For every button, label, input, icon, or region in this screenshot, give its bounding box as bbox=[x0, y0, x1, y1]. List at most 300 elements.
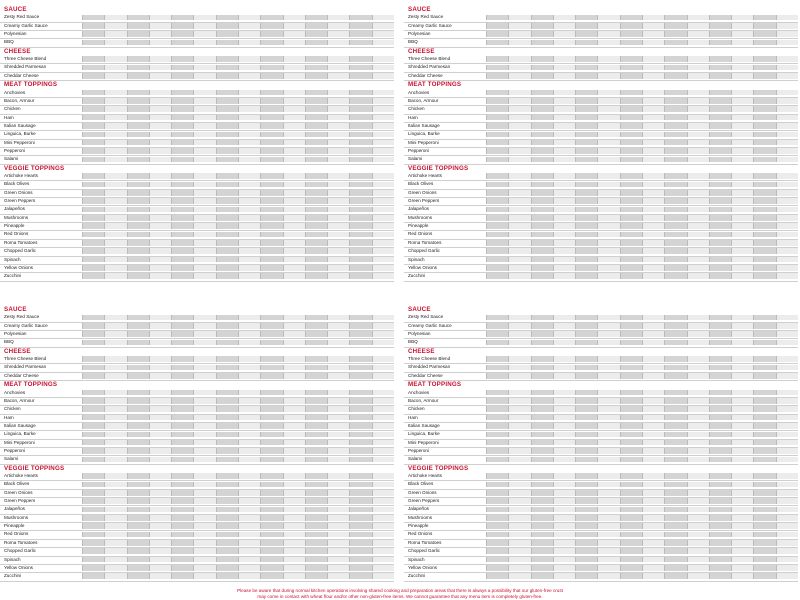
table-row bbox=[0, 557, 394, 563]
nutrition-cell bbox=[216, 65, 238, 71]
nutrition-cell bbox=[260, 390, 282, 396]
nutrition-cell bbox=[753, 573, 775, 579]
nutrition-cell bbox=[776, 540, 798, 546]
nutrition-cell bbox=[531, 440, 553, 446]
nutrition-cell bbox=[216, 415, 238, 421]
nutrition-cell bbox=[508, 331, 530, 337]
ingredient-name: Ham bbox=[408, 114, 418, 120]
nutrition-cell bbox=[238, 31, 260, 37]
nutrition-cell bbox=[305, 232, 327, 238]
nutrition-cell bbox=[305, 548, 327, 554]
nutrition-cell bbox=[104, 406, 126, 412]
nutrition-cell bbox=[305, 515, 327, 521]
nutrition-cell bbox=[575, 198, 597, 204]
table-row bbox=[0, 565, 394, 571]
nutrition-cell bbox=[349, 498, 371, 504]
nutrition-cell bbox=[575, 148, 597, 154]
nutrition-cell bbox=[508, 365, 530, 371]
nutrition-cell bbox=[575, 223, 597, 229]
nutrition-cell bbox=[486, 373, 508, 379]
row-divider bbox=[0, 47, 394, 48]
nutrition-cell bbox=[531, 365, 553, 371]
nutrition-cell bbox=[260, 106, 282, 112]
nutrition-cell bbox=[486, 523, 508, 529]
nutrition-cell bbox=[553, 65, 575, 71]
nutrition-cell bbox=[575, 106, 597, 112]
nutrition-cell bbox=[127, 373, 149, 379]
nutrition-cell bbox=[349, 215, 371, 221]
nutrition-cell bbox=[349, 273, 371, 279]
nutrition-cell bbox=[731, 406, 753, 412]
nutrition-cell bbox=[305, 190, 327, 196]
nutrition-cell bbox=[372, 215, 394, 221]
nutrition-cell bbox=[283, 373, 305, 379]
nutrition-cell bbox=[327, 106, 349, 112]
allergen-table-bottom-right bbox=[404, 302, 798, 584]
nutrition-cell bbox=[508, 565, 530, 571]
nutrition-cell bbox=[664, 406, 686, 412]
nutrition-cell bbox=[193, 415, 215, 421]
nutrition-cell bbox=[305, 65, 327, 71]
nutrition-cell bbox=[731, 482, 753, 488]
nutrition-cell bbox=[305, 40, 327, 46]
nutrition-cell bbox=[731, 440, 753, 446]
table-row bbox=[0, 223, 394, 229]
nutrition-cells bbox=[82, 398, 394, 404]
nutrition-cell bbox=[486, 123, 508, 129]
nutrition-cell bbox=[687, 482, 709, 488]
nutrition-cell bbox=[731, 248, 753, 254]
nutrition-cell bbox=[82, 157, 104, 163]
nutrition-cell bbox=[620, 223, 642, 229]
nutrition-cell bbox=[149, 115, 171, 121]
nutrition-cell bbox=[127, 240, 149, 246]
nutrition-cell bbox=[687, 432, 709, 438]
nutrition-cell bbox=[753, 248, 775, 254]
nutrition-cell bbox=[127, 457, 149, 463]
nutrition-cell bbox=[753, 432, 775, 438]
nutrition-cell bbox=[664, 140, 686, 146]
nutrition-cell bbox=[127, 65, 149, 71]
nutrition-cell bbox=[531, 207, 553, 213]
table-row bbox=[0, 106, 394, 112]
nutrition-cell bbox=[104, 106, 126, 112]
table-row bbox=[0, 140, 394, 146]
nutrition-cell bbox=[171, 482, 193, 488]
nutrition-cell bbox=[642, 340, 664, 346]
nutrition-cell bbox=[664, 515, 686, 521]
ingredient-name: Roma Tomatoes bbox=[408, 539, 442, 545]
nutrition-cell bbox=[709, 65, 731, 71]
nutrition-cells bbox=[82, 190, 394, 196]
nutrition-cell bbox=[486, 323, 508, 329]
nutrition-cell bbox=[82, 240, 104, 246]
nutrition-cell bbox=[508, 398, 530, 404]
nutrition-cell bbox=[327, 423, 349, 429]
nutrition-cell bbox=[193, 406, 215, 412]
nutrition-cell bbox=[553, 273, 575, 279]
nutrition-cell bbox=[149, 415, 171, 421]
ingredient-name: Spinach bbox=[4, 556, 21, 562]
nutrition-cell bbox=[531, 523, 553, 529]
nutrition-cell bbox=[642, 540, 664, 546]
nutrition-cell bbox=[664, 415, 686, 421]
ingredient-name: Anchovies bbox=[4, 89, 26, 95]
nutrition-cell bbox=[597, 232, 619, 238]
ingredient-name: Shredded Parmesan bbox=[408, 64, 451, 70]
nutrition-cell bbox=[149, 23, 171, 29]
nutrition-cell bbox=[349, 56, 371, 62]
nutrition-cell bbox=[238, 90, 260, 96]
nutrition-cell bbox=[193, 523, 215, 529]
nutrition-cell bbox=[193, 273, 215, 279]
nutrition-cell bbox=[327, 132, 349, 138]
nutrition-cell bbox=[486, 207, 508, 213]
nutrition-cell bbox=[597, 573, 619, 579]
nutrition-cell bbox=[687, 90, 709, 96]
nutrition-cell bbox=[104, 90, 126, 96]
nutrition-cell bbox=[709, 140, 731, 146]
nutrition-cell bbox=[104, 15, 126, 21]
nutrition-cell bbox=[642, 123, 664, 129]
table-row bbox=[0, 331, 394, 337]
nutrition-cells bbox=[486, 515, 798, 521]
nutrition-cell bbox=[753, 498, 775, 504]
nutrition-cell bbox=[238, 365, 260, 371]
nutrition-cell bbox=[372, 190, 394, 196]
nutrition-cell bbox=[171, 331, 193, 337]
nutrition-cell bbox=[305, 365, 327, 371]
nutrition-cell bbox=[486, 257, 508, 263]
nutrition-cell bbox=[508, 573, 530, 579]
nutrition-cell bbox=[171, 90, 193, 96]
nutrition-cell bbox=[731, 557, 753, 563]
nutrition-cells bbox=[486, 173, 798, 179]
nutrition-cell bbox=[283, 198, 305, 204]
table-row bbox=[0, 265, 394, 271]
table-row bbox=[404, 73, 798, 79]
nutrition-cell bbox=[642, 173, 664, 179]
nutrition-cell bbox=[642, 132, 664, 138]
nutrition-cell bbox=[753, 565, 775, 571]
nutrition-cell bbox=[349, 515, 371, 521]
nutrition-cell bbox=[327, 457, 349, 463]
nutrition-cell bbox=[305, 157, 327, 163]
nutrition-cell bbox=[642, 65, 664, 71]
nutrition-cell bbox=[709, 98, 731, 104]
nutrition-cell bbox=[508, 73, 530, 79]
ingredient-name: Cheddar Cheese bbox=[408, 72, 443, 78]
nutrition-cell bbox=[283, 257, 305, 263]
nutrition-cell bbox=[553, 423, 575, 429]
nutrition-cell bbox=[664, 398, 686, 404]
nutrition-cell bbox=[372, 515, 394, 521]
nutrition-cells bbox=[486, 98, 798, 104]
nutrition-cell bbox=[709, 173, 731, 179]
nutrition-cell bbox=[531, 340, 553, 346]
nutrition-cell bbox=[531, 265, 553, 271]
nutrition-cells bbox=[486, 39, 798, 45]
nutrition-cell bbox=[149, 548, 171, 554]
ingredient-name: Anchovies bbox=[408, 89, 430, 95]
nutrition-cell bbox=[731, 265, 753, 271]
nutrition-cell bbox=[349, 190, 371, 196]
nutrition-cell bbox=[709, 423, 731, 429]
nutrition-cell bbox=[372, 115, 394, 121]
nutrition-cell bbox=[260, 190, 282, 196]
nutrition-cells bbox=[82, 473, 394, 479]
nutrition-cell bbox=[486, 440, 508, 446]
nutrition-cell bbox=[731, 515, 753, 521]
nutrition-cell bbox=[104, 365, 126, 371]
nutrition-cell bbox=[486, 490, 508, 496]
nutrition-cell bbox=[327, 390, 349, 396]
nutrition-cell bbox=[731, 148, 753, 154]
nutrition-cell bbox=[327, 23, 349, 29]
nutrition-cell bbox=[486, 148, 508, 154]
ingredient-name: BBQ bbox=[408, 39, 418, 45]
nutrition-cell bbox=[216, 248, 238, 254]
table-row bbox=[404, 123, 798, 129]
nutrition-cells bbox=[486, 356, 798, 362]
nutrition-cell bbox=[193, 15, 215, 21]
nutrition-cell bbox=[283, 273, 305, 279]
nutrition-cell bbox=[349, 15, 371, 21]
nutrition-cell bbox=[620, 340, 642, 346]
nutrition-cell bbox=[193, 31, 215, 37]
nutrition-cell bbox=[238, 15, 260, 21]
table-row bbox=[404, 398, 798, 404]
nutrition-cell bbox=[149, 432, 171, 438]
nutrition-cell bbox=[260, 398, 282, 404]
nutrition-cells bbox=[82, 515, 394, 521]
nutrition-cell bbox=[620, 515, 642, 521]
ingredient-name: Mini Pepperoni bbox=[4, 439, 35, 445]
ingredient-name: Jalapeños bbox=[408, 506, 429, 512]
nutrition-cell bbox=[620, 507, 642, 513]
nutrition-cell bbox=[260, 240, 282, 246]
nutrition-cells bbox=[486, 373, 798, 379]
nutrition-cell bbox=[575, 390, 597, 396]
table-row bbox=[0, 14, 394, 20]
nutrition-cell bbox=[82, 73, 104, 79]
nutrition-cell bbox=[305, 90, 327, 96]
nutrition-cell bbox=[664, 273, 686, 279]
nutrition-cell bbox=[664, 565, 686, 571]
table-row bbox=[404, 156, 798, 162]
nutrition-cell bbox=[776, 448, 798, 454]
nutrition-cell bbox=[216, 390, 238, 396]
nutrition-cell bbox=[687, 248, 709, 254]
table-row bbox=[404, 490, 798, 496]
nutrition-cell bbox=[664, 23, 686, 29]
nutrition-cell bbox=[575, 40, 597, 46]
nutrition-cell bbox=[349, 440, 371, 446]
nutrition-cell bbox=[709, 73, 731, 79]
nutrition-cell bbox=[305, 240, 327, 246]
section-heading: MEAT TOPPINGS bbox=[4, 81, 58, 89]
nutrition-cell bbox=[372, 56, 394, 62]
nutrition-cell bbox=[171, 190, 193, 196]
nutrition-cell bbox=[149, 557, 171, 563]
nutrition-cell bbox=[305, 148, 327, 154]
nutrition-cell bbox=[216, 207, 238, 213]
nutrition-cell bbox=[193, 565, 215, 571]
nutrition-cell bbox=[238, 257, 260, 263]
nutrition-cell bbox=[171, 406, 193, 412]
ingredient-name: Cheddar Cheese bbox=[408, 372, 443, 378]
nutrition-cell bbox=[260, 148, 282, 154]
nutrition-cell bbox=[709, 482, 731, 488]
ingredient-name: Artichoke Hearts bbox=[4, 173, 38, 178]
nutrition-cell bbox=[531, 15, 553, 21]
nutrition-cell bbox=[260, 182, 282, 188]
nutrition-cell bbox=[620, 415, 642, 421]
nutrition-cell bbox=[127, 398, 149, 404]
table-row bbox=[0, 373, 394, 379]
nutrition-cell bbox=[709, 565, 731, 571]
nutrition-cell bbox=[664, 248, 686, 254]
nutrition-cell bbox=[238, 148, 260, 154]
nutrition-cell bbox=[687, 557, 709, 563]
nutrition-cell bbox=[193, 123, 215, 129]
nutrition-cell bbox=[193, 98, 215, 104]
nutrition-cell bbox=[260, 215, 282, 221]
nutrition-cell bbox=[127, 106, 149, 112]
nutrition-cell bbox=[709, 106, 731, 112]
nutrition-cell bbox=[620, 390, 642, 396]
nutrition-cell bbox=[620, 232, 642, 238]
nutrition-cell bbox=[731, 273, 753, 279]
nutrition-cell bbox=[238, 540, 260, 546]
nutrition-cells bbox=[82, 423, 394, 429]
nutrition-cell bbox=[508, 157, 530, 163]
nutrition-cell bbox=[642, 56, 664, 62]
nutrition-cell bbox=[553, 331, 575, 337]
nutrition-cell bbox=[776, 115, 798, 121]
nutrition-cell bbox=[238, 565, 260, 571]
nutrition-cell bbox=[776, 31, 798, 37]
nutrition-cell bbox=[531, 490, 553, 496]
nutrition-cell bbox=[575, 56, 597, 62]
nutrition-cell bbox=[82, 340, 104, 346]
nutrition-cells bbox=[82, 339, 394, 345]
nutrition-cell bbox=[171, 257, 193, 263]
nutrition-cell bbox=[327, 373, 349, 379]
table-row bbox=[0, 31, 394, 37]
nutrition-cell bbox=[260, 23, 282, 29]
nutrition-cell bbox=[349, 157, 371, 163]
nutrition-cell bbox=[664, 106, 686, 112]
table-row bbox=[404, 64, 798, 70]
nutrition-cell bbox=[193, 182, 215, 188]
nutrition-cell bbox=[127, 56, 149, 62]
nutrition-cell bbox=[642, 140, 664, 146]
nutrition-cell bbox=[260, 265, 282, 271]
nutrition-cell bbox=[238, 523, 260, 529]
nutrition-cell bbox=[104, 190, 126, 196]
nutrition-cell bbox=[575, 373, 597, 379]
nutrition-cell bbox=[642, 356, 664, 362]
table-row bbox=[404, 540, 798, 546]
nutrition-cell bbox=[709, 115, 731, 121]
nutrition-cell bbox=[372, 73, 394, 79]
nutrition-cell bbox=[531, 432, 553, 438]
nutrition-cell bbox=[372, 157, 394, 163]
nutrition-cell bbox=[82, 540, 104, 546]
nutrition-cell bbox=[238, 457, 260, 463]
nutrition-cell bbox=[372, 573, 394, 579]
nutrition-cell bbox=[508, 65, 530, 71]
nutrition-cell bbox=[753, 398, 775, 404]
nutrition-cell bbox=[149, 132, 171, 138]
nutrition-cell bbox=[127, 515, 149, 521]
nutrition-cell bbox=[104, 323, 126, 329]
nutrition-cell bbox=[597, 507, 619, 513]
ingredient-name: BBQ bbox=[408, 339, 418, 345]
nutrition-cell bbox=[709, 315, 731, 321]
nutrition-cell bbox=[171, 532, 193, 538]
nutrition-cell bbox=[149, 265, 171, 271]
nutrition-cell bbox=[216, 515, 238, 521]
nutrition-cell bbox=[171, 323, 193, 329]
nutrition-cell bbox=[149, 157, 171, 163]
nutrition-cell bbox=[642, 240, 664, 246]
nutrition-cell bbox=[283, 248, 305, 254]
nutrition-cell bbox=[531, 148, 553, 154]
nutrition-cell bbox=[575, 331, 597, 337]
nutrition-cell bbox=[620, 540, 642, 546]
nutrition-cell bbox=[508, 373, 530, 379]
nutrition-cell bbox=[260, 406, 282, 412]
ingredient-name: Salami bbox=[4, 156, 19, 162]
nutrition-cell bbox=[687, 115, 709, 121]
nutrition-cell bbox=[486, 557, 508, 563]
nutrition-cell bbox=[372, 173, 394, 179]
nutrition-cell bbox=[620, 123, 642, 129]
nutrition-cell bbox=[753, 257, 775, 263]
nutrition-cell bbox=[283, 498, 305, 504]
nutrition-cell bbox=[238, 173, 260, 179]
nutrition-cell bbox=[531, 557, 553, 563]
nutrition-cell bbox=[620, 240, 642, 246]
nutrition-cell bbox=[531, 356, 553, 362]
nutrition-cell bbox=[664, 115, 686, 121]
nutrition-cell bbox=[82, 440, 104, 446]
nutrition-cell bbox=[642, 482, 664, 488]
nutrition-cell bbox=[349, 323, 371, 329]
nutrition-cell bbox=[531, 90, 553, 96]
nutrition-cell bbox=[776, 223, 798, 229]
nutrition-cell bbox=[171, 415, 193, 421]
nutrition-cells bbox=[82, 14, 394, 20]
nutrition-cell bbox=[372, 548, 394, 554]
nutrition-cell bbox=[283, 432, 305, 438]
nutrition-cell bbox=[664, 98, 686, 104]
nutrition-cell bbox=[597, 132, 619, 138]
nutrition-cell bbox=[486, 190, 508, 196]
table-row bbox=[404, 473, 798, 479]
nutrition-cell bbox=[104, 532, 126, 538]
nutrition-cell bbox=[171, 31, 193, 37]
ingredient-name: Pineapple bbox=[4, 523, 25, 529]
nutrition-cell bbox=[620, 190, 642, 196]
nutrition-cell bbox=[149, 565, 171, 571]
nutrition-cell bbox=[664, 198, 686, 204]
nutrition-cell bbox=[508, 390, 530, 396]
nutrition-cell bbox=[283, 323, 305, 329]
nutrition-cell bbox=[620, 356, 642, 362]
